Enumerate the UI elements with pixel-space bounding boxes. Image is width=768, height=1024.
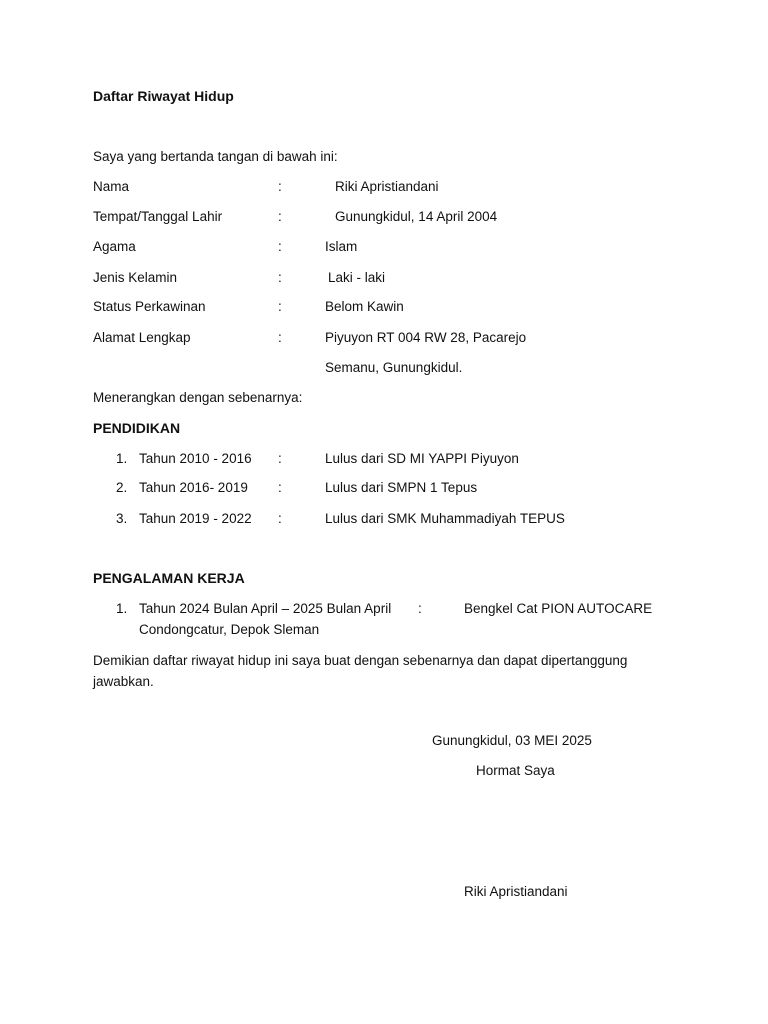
experience-item-separator: :: [418, 601, 422, 616]
field-label-ttl: Tempat/Tanggal Lahir: [93, 209, 223, 224]
experience-item-desc: Bengkel Cat PION AUTOCARE: [464, 601, 653, 616]
education-item-desc: Lulus dari SD MI YAPPI Piyuyon: [325, 451, 519, 466]
field-value-status: Belom Kawin: [325, 299, 404, 314]
closing-paragraph: Demikian daftar riwayat hidup ini saya buat dengan sebenarnya dan dapat dipertanggung jawabkan.: [93, 653, 628, 689]
experience-item-number: 1.: [116, 601, 128, 616]
field-value-alamat: Piyuyon RT 004 RW 28, Pacarejo: [325, 330, 527, 345]
experience-heading: PENGALAMAN KERJA: [93, 570, 245, 586]
education-item-separator: :: [278, 511, 282, 526]
education-item-period: Tahun 2010 - 2016: [139, 451, 252, 466]
signature-greeting: Hormat Saya: [476, 763, 555, 778]
field-separator: :: [278, 270, 282, 285]
signature-name: Riki Apristiandani: [464, 884, 568, 899]
field-label-nama: Nama: [93, 179, 130, 194]
document-title: Daftar Riwayat Hidup: [93, 88, 234, 104]
field-separator: :: [278, 299, 282, 314]
education-heading: PENDIDIKAN: [93, 420, 181, 436]
education-item-number: 2.: [116, 480, 128, 495]
education-item-separator: :: [278, 480, 282, 495]
education-item-number: 1.: [116, 451, 128, 466]
field-value-ttl: Gunungkidul, 14 April 2004: [335, 209, 498, 224]
field-value-nama: Riki Apristiandani: [335, 179, 439, 194]
field-separator: :: [278, 209, 282, 224]
experience-item-period: Tahun 2024 Bulan April – 2025 Bulan April: [139, 601, 392, 616]
education-item-number: 3.: [116, 511, 128, 526]
education-item-period: Tahun 2016- 2019: [139, 480, 248, 495]
field-separator: :: [278, 330, 282, 345]
signature-place-date: Gunungkidul, 03 MEI 2025: [432, 733, 592, 748]
statement-text: Menerangkan dengan sebenarnya:: [93, 390, 303, 405]
field-separator: :: [278, 239, 282, 254]
field-label-status: Status Perkawinan: [93, 299, 206, 314]
education-item-separator: :: [278, 451, 282, 466]
field-value-agama: Islam: [325, 239, 358, 254]
field-value-alamat-line2: Semanu, Gunungkidul.: [325, 360, 463, 375]
education-item-desc: Lulus dari SMPN 1 Tepus: [325, 480, 478, 495]
field-value-jenis-kelamin: Laki - laki: [328, 270, 386, 285]
education-item-desc: Lulus dari SMK Muhammadiyah TEPUS: [325, 511, 565, 526]
intro-text: Saya yang bertanda tangan di bawah ini:: [93, 149, 338, 164]
field-label-jenis-kelamin: Jenis Kelamin: [93, 270, 178, 285]
field-label-agama: Agama: [93, 239, 136, 254]
field-label-alamat: Alamat Lengkap: [93, 330, 191, 345]
field-separator: :: [278, 179, 282, 194]
experience-item-desc-line2: Condongcatur, Depok Sleman: [139, 622, 320, 637]
education-item-period: Tahun 2019 - 2022: [139, 511, 252, 526]
